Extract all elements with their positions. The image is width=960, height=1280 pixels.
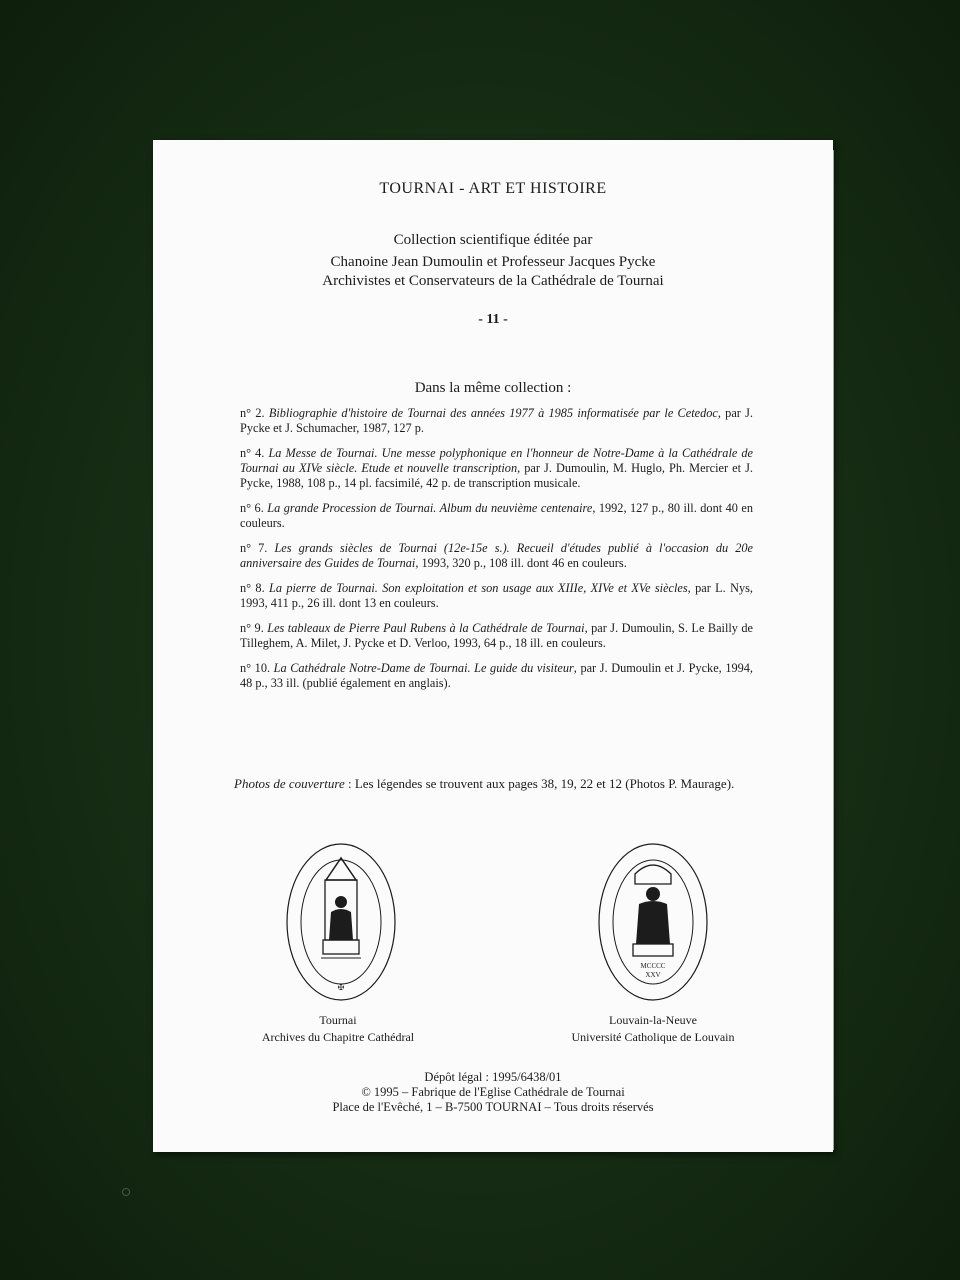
cover-photos-label: Photos de couverture bbox=[234, 776, 345, 791]
right-institution-name: Université Catholique de Louvain bbox=[571, 1030, 735, 1044]
left-institution-name: Archives du Chapitre Cathédral bbox=[261, 1030, 415, 1044]
collection-list bbox=[240, 406, 753, 701]
svg-text:✠: ✠ bbox=[337, 983, 345, 992]
legal-notice bbox=[253, 1070, 733, 1115]
table-mark bbox=[122, 1188, 130, 1196]
list-item: n° 8. La pierre de Tournai. Son exploitation et son usage aux XIIIe, XIVe et XVe siècles, par L. Nys, 1993, 411 p., 26 ill. dont 13 en couleurs. bbox=[240, 581, 753, 610]
editors-role: Archivistes et Conservateurs de la Cathédrale de Tournai bbox=[322, 273, 664, 289]
volume-number: - 11 - bbox=[478, 312, 508, 327]
list-item: n° 9. Les tableaux de Pierre Paul Rubens à la Cathédrale de Tournai, par J. Dumoulin, S. Le Bailly de Tilleghem, A. Milet, J. Pycke et D. Verloo, 1993, 64 p., 18 ill. en couleurs. bbox=[240, 621, 754, 650]
sedes-sapientiae-seal-icon bbox=[593, 840, 713, 1005]
left-institution-city: Tournai bbox=[319, 1013, 357, 1027]
list-item: n° 4. La Messe de Tournai. Une messe polyphonique en l'honneur de Notre-Dame à la Cathédrale de Tournai au XIVe siècle. Etude et nouvelle transcription, par J. Dumoulin, M. Huglo, Ph. Mercier et J. Pycke, 1988, 108 p., 14 pl. facsimilé, 42 p. de transcription musicale. bbox=[240, 446, 753, 490]
right-institution bbox=[533, 1012, 773, 1046]
editors-intro: Collection scientifique éditée par bbox=[393, 232, 593, 248]
list-item: n° 10. La Cathédrale Notre-Dame de Tournai. Le guide du visiteur, par J. Dumoulin et J. Pycke, 1994, 48 p., 33 ill. (publié également en anglais). bbox=[240, 661, 753, 690]
right-institution-city: Louvain-la-Neuve bbox=[609, 1013, 697, 1027]
copyright: © 1995 – Fabrique de l'Eglise Cathédrale de Tournai bbox=[361, 1085, 625, 1099]
svg-text:XXV: XXV bbox=[645, 971, 661, 979]
list-item: n° 7. Les grands siècles de Tournai (12e-15e s.). Recueil d'études publié à l'occasion du 20e anniversaire des Guides de Tournai, 1993, 320 p., 108 ill. dont 46 en couleurs. bbox=[240, 541, 753, 570]
left-institution bbox=[223, 1012, 453, 1046]
list-item: n° 2. Bibliographie d'histoire de Tournai des années 1977 à 1985 informatisée par le Cetedoc, par J. Pycke et J. Schumacher, 1987, 127 p. bbox=[240, 406, 753, 435]
address: Place de l'Evêché, 1 – B-7500 TOURNAI – Tous droits réservés bbox=[332, 1100, 654, 1114]
list-item: n° 6. La grande Procession de Tournai. Album du neuvième centenaire, 1992, 127 p., 80 ill. dont 40 en couleurs. bbox=[240, 501, 753, 530]
svg-text:MCCCC: MCCCC bbox=[640, 962, 666, 970]
book-back-cover bbox=[153, 140, 833, 1152]
cover-photos-text: : Les légendes se trouvent aux pages 38, 19, 22 et 12 (Photos P. Maurage). bbox=[344, 776, 735, 791]
editors-names: Chanoine Jean Dumoulin et Professeur Jacques Pycke bbox=[330, 254, 656, 270]
legal-deposit: Dépôt légal : 1995/6438/01 bbox=[424, 1070, 562, 1084]
madonna-seal-icon bbox=[281, 840, 401, 1005]
cover-photos-note bbox=[234, 776, 754, 792]
series-title: TOURNAI - ART ET HISTOIRE bbox=[379, 180, 607, 197]
collection-heading: Dans la même collection : bbox=[414, 380, 572, 396]
